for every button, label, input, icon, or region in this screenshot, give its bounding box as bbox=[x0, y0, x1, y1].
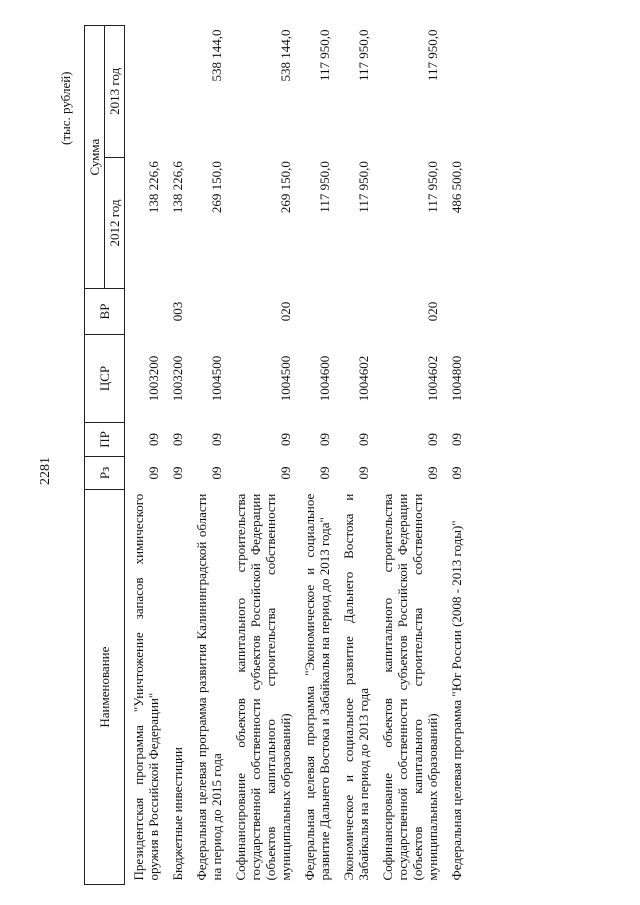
row-pr: 09 bbox=[146, 432, 161, 446]
row-vr bbox=[335, 289, 374, 334]
header-2013: 2013 год bbox=[105, 26, 125, 158]
row-csr: 1004602 bbox=[425, 355, 440, 402]
row-vr bbox=[125, 289, 165, 334]
row-rz: 09 bbox=[449, 466, 464, 480]
table-row bbox=[374, 26, 443, 885]
row-vr bbox=[188, 289, 227, 334]
table-row bbox=[227, 26, 296, 885]
row-sum-2012: 138 226,6 bbox=[170, 161, 185, 214]
row-sum-2012: 117 950,0 bbox=[425, 161, 440, 213]
row-rz: 09 bbox=[209, 466, 224, 480]
row-sum-2012: 117 950,0 bbox=[356, 161, 371, 213]
header-row bbox=[85, 26, 105, 885]
row-csr: 1004500 bbox=[209, 355, 224, 402]
row-csr: 1004602 bbox=[356, 355, 371, 402]
row-sum-2012: 138 226,6 bbox=[146, 161, 161, 214]
header-vr: ВР bbox=[85, 289, 125, 334]
row-pr: 09 bbox=[449, 432, 464, 446]
row-vr: 003 bbox=[170, 301, 185, 322]
row-vr bbox=[296, 289, 335, 334]
row-pr: 09 bbox=[317, 432, 332, 446]
header-rz: Рз bbox=[85, 456, 125, 489]
table-row bbox=[335, 26, 374, 885]
page-number: 2281 bbox=[38, 457, 53, 485]
row-name: Софинансирование объектов капитального строительства государственной собственности субъектов Российской Федерации (объектов капитального строительства собственности муниципальных образований) bbox=[233, 493, 293, 881]
row-rz: 09 bbox=[356, 466, 371, 480]
row-name: Федеральная целевая программа "Юг России (2008 - 2013 годы)" bbox=[449, 520, 464, 881]
row-sum-2013: 117 950,0 bbox=[425, 29, 440, 82]
row-sum-2013 bbox=[125, 26, 165, 158]
row-sum-2012: 269 150,0 bbox=[209, 161, 224, 214]
row-vr bbox=[443, 289, 467, 334]
row-vr: 020 bbox=[425, 301, 440, 322]
row-sum-2013: 538 144,0 bbox=[278, 29, 293, 82]
row-csr: 1004800 bbox=[449, 355, 464, 402]
row-pr: 09 bbox=[425, 432, 440, 446]
row-rz: 09 bbox=[278, 466, 293, 480]
header-sum: Сумма bbox=[85, 26, 105, 289]
budget-table bbox=[84, 25, 467, 885]
row-rz: 09 bbox=[317, 466, 332, 480]
row-sum-2013 bbox=[164, 26, 188, 158]
row-csr: 1004500 bbox=[278, 355, 293, 402]
row-rz: 09 bbox=[146, 466, 161, 480]
table-row bbox=[296, 26, 335, 885]
row-sum-2013: 117 950,0 bbox=[317, 29, 332, 82]
row-rz: 09 bbox=[425, 466, 440, 480]
header-csr: ЦСР bbox=[85, 334, 125, 423]
row-name: Экономическое и социальное развитие Дальнего Востока и Забайкалья на период до 2013 года bbox=[341, 493, 371, 881]
row-name: Софинансирование объектов капитального строительства государственной собственности субъектов Российской Федерации (объектов капитального строительства собственности муниципальных образований) bbox=[380, 493, 440, 881]
table-row bbox=[125, 26, 165, 885]
table-row bbox=[443, 26, 467, 885]
header-name: Наименование bbox=[85, 490, 125, 885]
row-pr: 09 bbox=[170, 432, 185, 446]
unit-note: (тыс. рублей) bbox=[58, 71, 73, 145]
row-name: Президентская программа "Уничтожение запасов химического оружия в Российской Федерации" bbox=[131, 493, 161, 881]
table-row bbox=[164, 26, 188, 885]
row-csr: 1004600 bbox=[317, 355, 332, 402]
row-sum-2012: 117 950,0 bbox=[317, 161, 332, 213]
row-csr: 1003200 bbox=[146, 355, 161, 402]
table-row bbox=[188, 26, 227, 885]
row-name: Федеральная целевая программа развития Калининградской области на период до 2015 года bbox=[194, 493, 224, 881]
row-name: Бюджетные инвестиции bbox=[170, 747, 185, 881]
row-pr: 09 bbox=[356, 432, 371, 446]
row-sum-2012: 269 150,0 bbox=[278, 161, 293, 214]
row-vr: 020 bbox=[278, 301, 293, 322]
row-sum-2013: 117 950,0 bbox=[356, 29, 371, 82]
row-sum-2012: 486 500,0 bbox=[449, 161, 464, 214]
row-sum-2013: 538 144,0 bbox=[209, 29, 224, 82]
row-rz: 09 bbox=[170, 466, 185, 480]
row-csr: 1003200 bbox=[170, 355, 185, 402]
row-name: Федеральная целевая программа "Экономическое и социальное развитие Дальнего Востока и Забайкалья на период до 2013 года" bbox=[302, 493, 332, 881]
row-sum-2013 bbox=[443, 26, 467, 158]
row-pr: 09 bbox=[209, 432, 224, 446]
header-2012: 2012 год bbox=[105, 157, 125, 289]
table-body bbox=[125, 26, 468, 885]
header-pr: ПР bbox=[85, 423, 125, 456]
row-pr: 09 bbox=[278, 432, 293, 446]
